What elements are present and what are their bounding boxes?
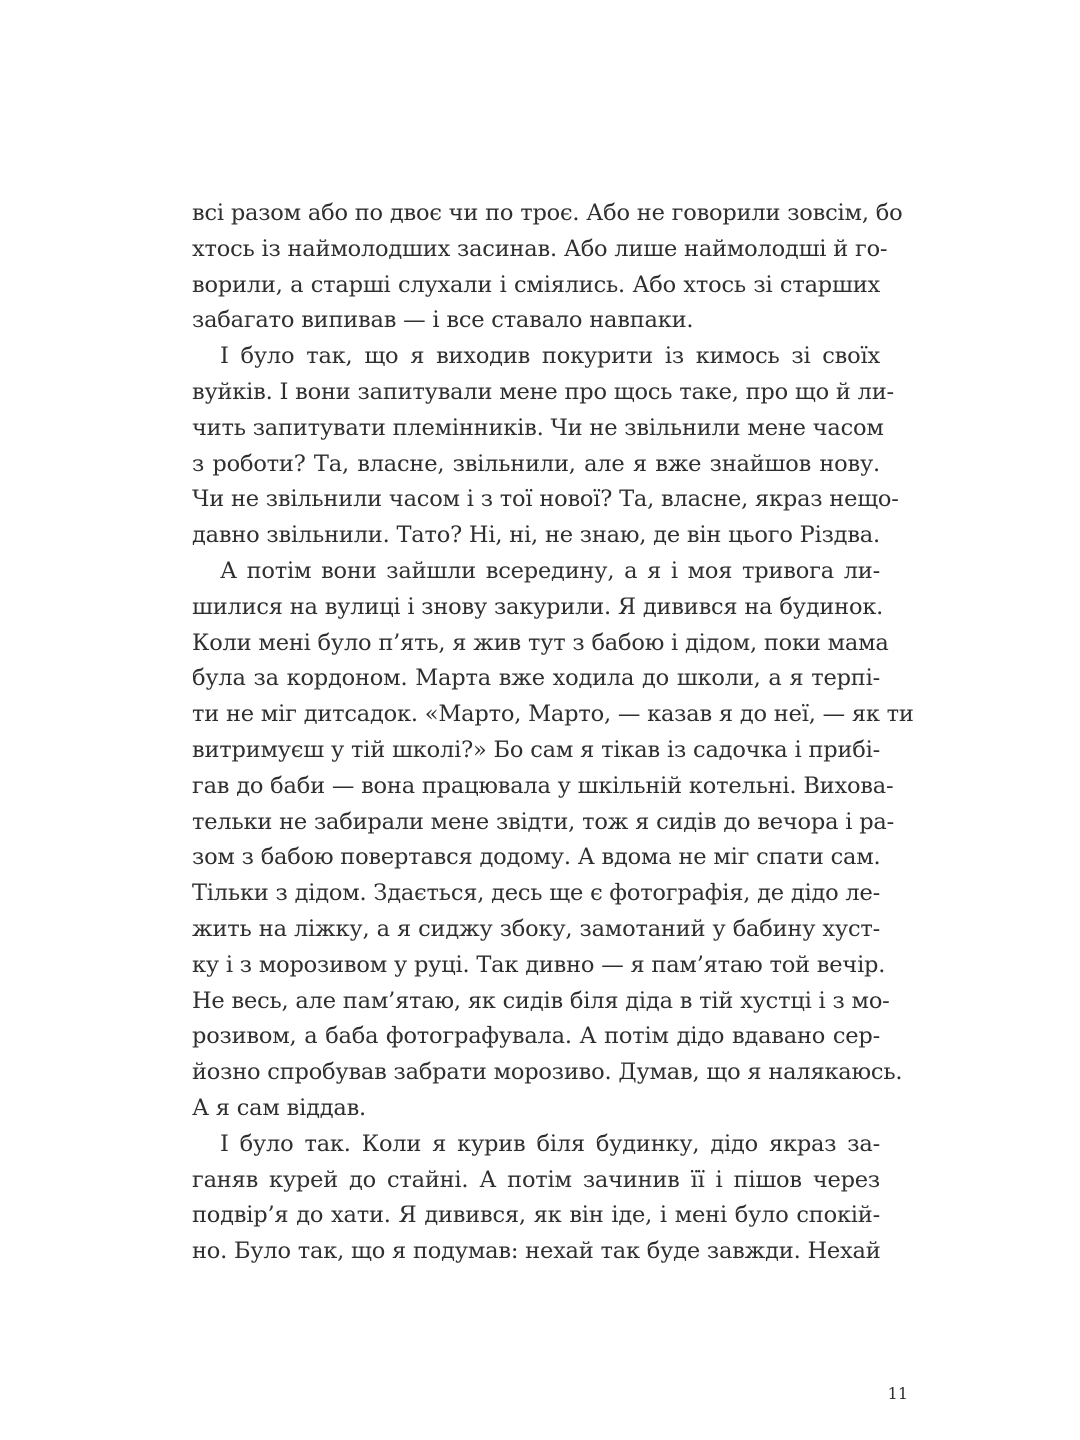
text-line: ти не міг дитсадок. «Марто, Марто, — казав я до неї, — як ти: [192, 701, 914, 728]
text-line: хтось із наймолодших засинав. Або лише наймолодші й го-: [192, 235, 888, 262]
text-line: чить запитувати племінників. Чи не звільнили мене часом: [192, 414, 884, 441]
text-line: гав до баби — вона працювала у шкільній котельні. Вихова-: [192, 772, 894, 799]
text-line: була за кордоном. Марта вже ходила до школи, а я терпі-: [192, 665, 880, 692]
text-line: но. Було так, що я подумав: нехай так буде завжди. Нехай: [192, 1238, 881, 1265]
page-number: 11: [887, 1384, 908, 1403]
text-line: з роботи? Та, власне, звільнили, але я вже знайшов нову.: [192, 450, 880, 477]
text-line: зом з бабою повертався додому. А вдома не міг спати сам.: [192, 844, 881, 871]
text-line: Чи не звільнили часом і з тої нової? Та, власне, якраз нещо-: [192, 486, 899, 513]
text-line: ганяв курей до стайні. А потім зачинив її і пішов через: [192, 1166, 880, 1193]
body-text: [192, 196, 914, 1270]
text-line: А потім вони зайшли всередину, а я і моя тривога ли-: [220, 557, 880, 584]
text-line: витримуєш у тій школі?» Бо сам я тікав із садочка і прибі-: [192, 736, 880, 763]
text-line: вуйків. І вони запитували мене про щось таке, про що й ли-: [192, 378, 894, 405]
text-line: ку і з морозивом у руці. Так дивно — я пам’ятаю той вечір.: [192, 951, 886, 978]
text-line: подвір’я до хати. Я дивився, як він іде, і мені було спокій-: [192, 1202, 880, 1229]
text-line: давно звільнили. Тато? Ні, ні, не знаю, де він цього Різдва.: [192, 522, 880, 549]
text-line: Тільки з дідом. Здається, десь ще є фотографія, де дідо ле-: [192, 880, 881, 907]
text-line: ворили, а старші слухали і сміялись. Або хтось зі старших: [192, 271, 880, 298]
text-line: забагато випивав — і все ставало навпаки.: [192, 307, 694, 334]
text-line: шилися на вулиці і знову закурили. Я дивився на будинок.: [192, 593, 884, 620]
text-line: І було так. Коли я курив біля будинку, дідо якраз за-: [220, 1130, 880, 1157]
text-line: жить на ліжку, а я сиджу збоку, замотаний у бабину хуст-: [192, 915, 880, 942]
text-line: Коли мені було п’ять, я жив тут з бабою і дідом, поки мама: [192, 629, 889, 656]
text-line: Не весь, але пам’ятаю, як сидів біля діда в тій хустці і з мо-: [192, 987, 890, 1014]
text-line: тельки не забирали мене звідти, тож я сидів до вечора і ра-: [192, 808, 895, 835]
text-line: йозно спробував забрати морозиво. Думав, що я налякаюсь.: [192, 1059, 903, 1086]
text-line: всі разом або по двоє чи по троє. Або не говорили зовсім, бо: [192, 200, 903, 226]
text-line: А я сам віддав.: [192, 1094, 367, 1121]
text-line: розивом, а баба фотографувала. А потім дідо вдавано сер-: [192, 1023, 880, 1050]
text-line: І було так, що я виходив покурити із кимось зі своїх: [220, 343, 880, 370]
